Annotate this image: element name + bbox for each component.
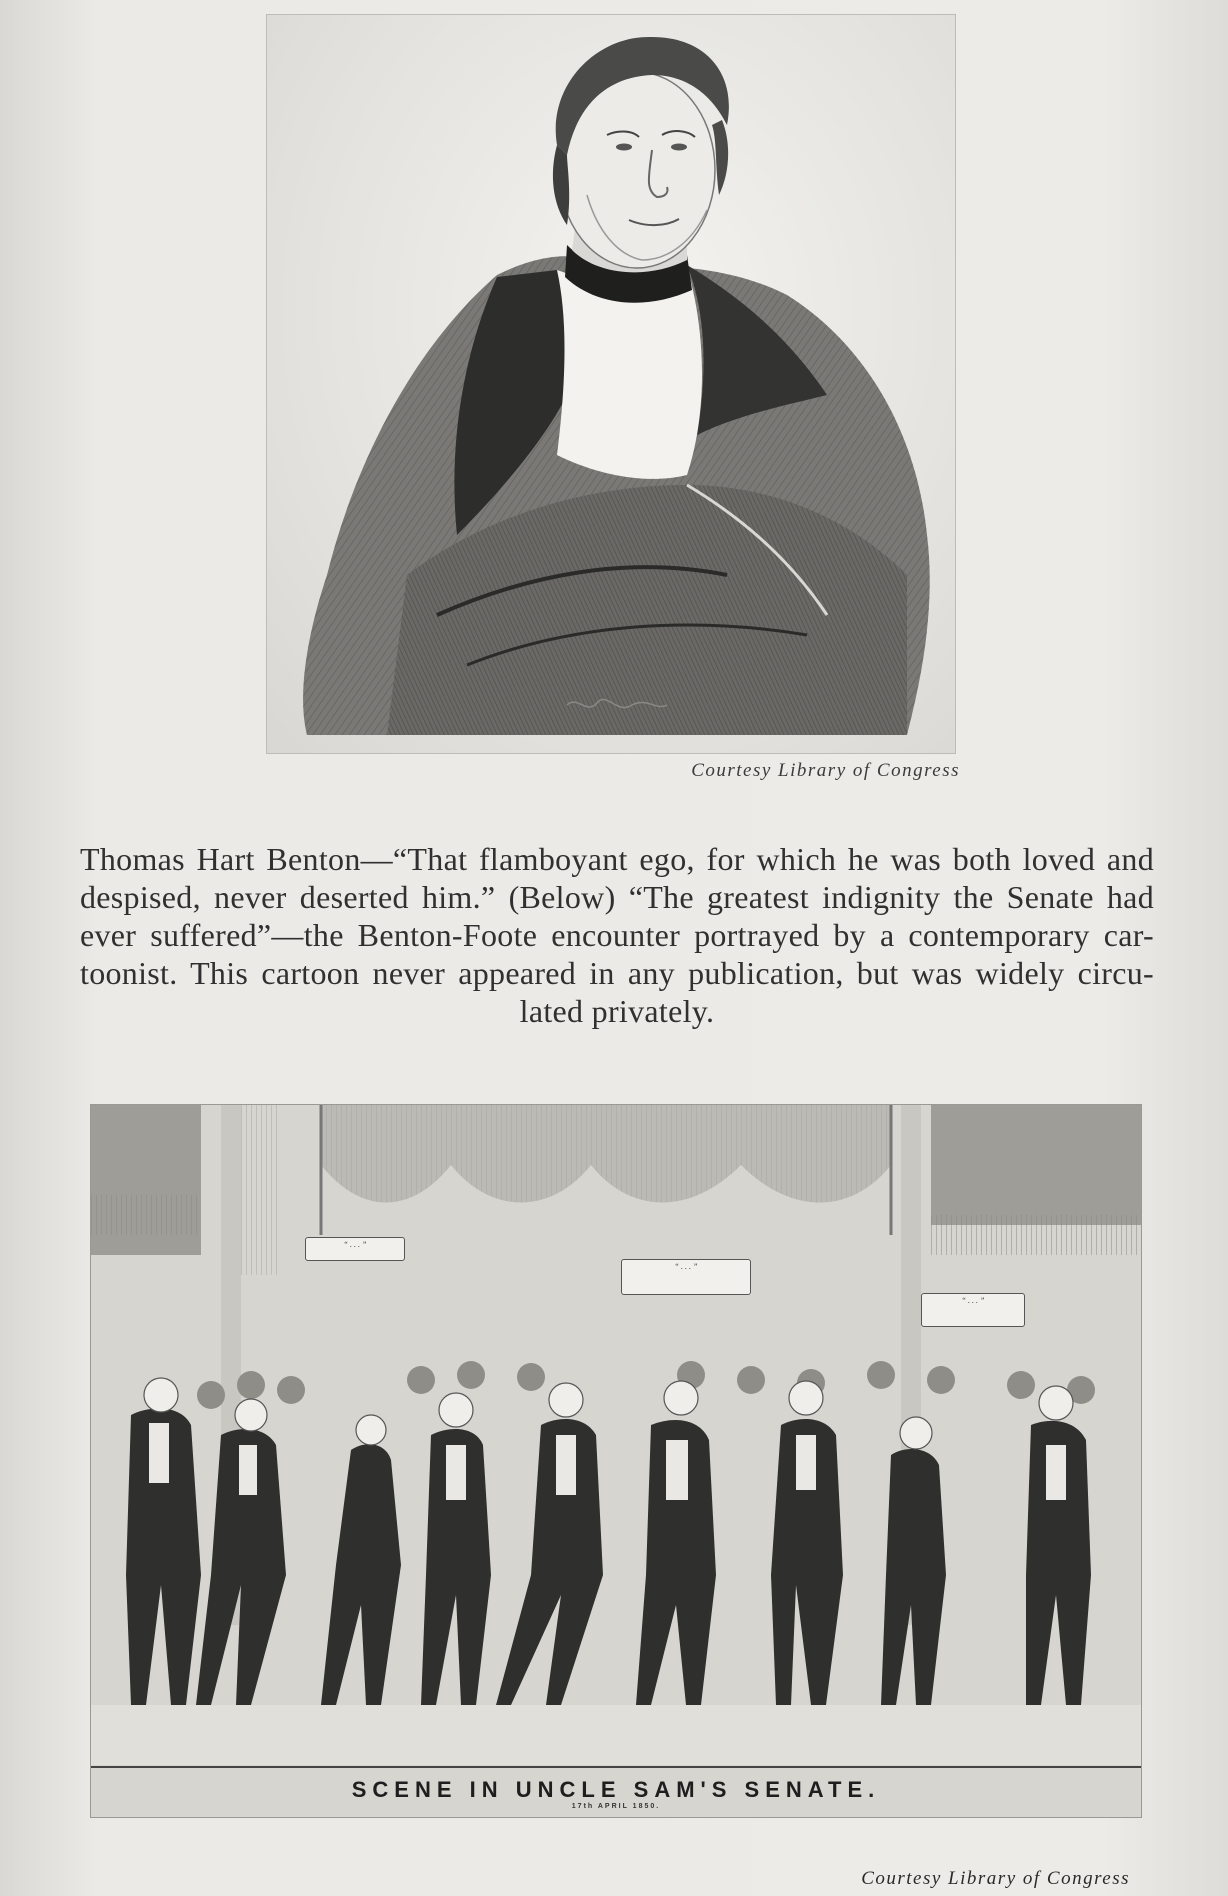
portrait-credit: Courtesy Library of Congress: [691, 760, 960, 781]
benton-portrait-image: [266, 14, 956, 754]
speech-balloon: “ . . . ”: [621, 1259, 751, 1295]
cartoon-date: 17th APRIL 1850.: [571, 1803, 661, 1810]
figure-caption: Thomas Hart Benton—“That flamboyant ego, for which he was both loved and despised, never deserted him.” (Below) “The greatest indignity the Senate had ever suffered”—the Benton-Foote encounter portrayed by a contemporary car-toonist. This cartoon never appeared in any publication, but was widely circu-lated privately.: [80, 841, 1154, 1029]
speech-balloon: “ . . . ”: [921, 1293, 1025, 1327]
cartoon-credit: Courtesy Library of Congress: [861, 1868, 1130, 1889]
senate-cartoon-image: [90, 1104, 1142, 1818]
cartoon-title: SCENE IN UNCLE SAM'S SENATE.: [351, 1777, 881, 1802]
speech-balloon: “ . . . ”: [305, 1237, 405, 1261]
